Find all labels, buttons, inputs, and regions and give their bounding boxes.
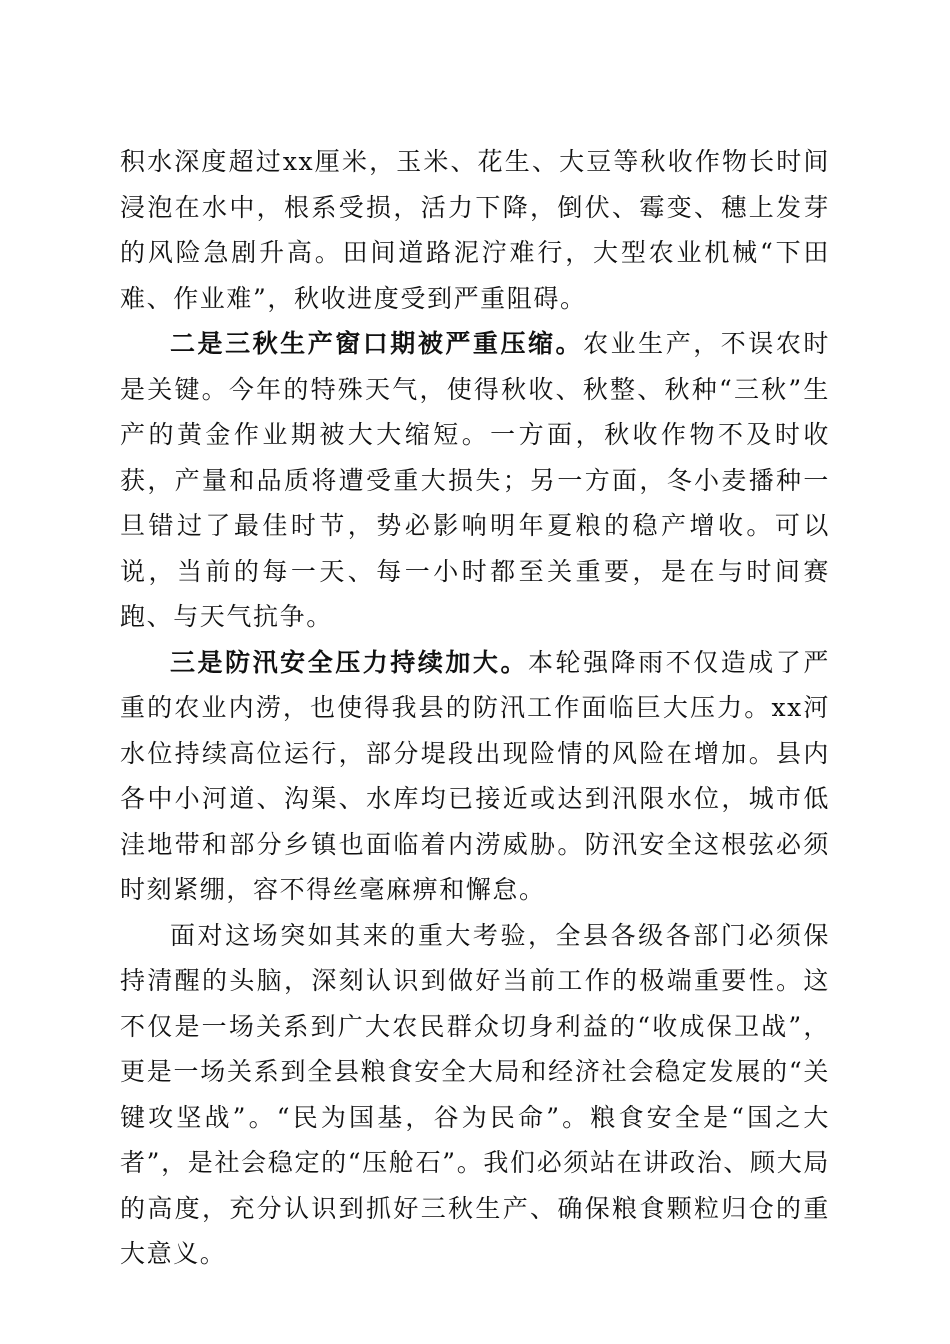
- paragraph-text: 面对这场突如其来的重大考验，全县各级各部门必须保持清醒的头脑，深刻认识到做好当前工作的极端重要性。这不仅是一场关系到广大农民群众切身利益的“收成保卫战”，更是一场关系到全县粮食安全大局和经济社会稳定发展的“关键攻坚战”。“民为国基，谷为民命”。粮食安全是“国之大者”，是社会稳定的“压舱石”。我们必须站在讲政治、顾大局的高度，充分认识到抓好三秋生产、确保粮食颗粒归仓的重大意义。: [120, 920, 830, 1268]
- document-body: [120, 139, 830, 1277]
- paragraph-lead-heading: 二是三秋生产窗口期被严重压缩。: [170, 329, 584, 358]
- paragraph-continued: [120, 139, 830, 321]
- paragraph-conclusion: [120, 913, 830, 1277]
- paragraph-text: 农业生产，不误农时是关键。今年的特殊天气，使得秋收、秋整、秋种“三秋”生产的黄金作业期被大大缩短。一方面，秋收作物不及时收获，产量和品质将遭受重大损失；另一方面，冬小麦播种一旦错过了最佳时节，势必影响明年夏粮的稳产增收。可以说，当前的每一天、每一小时都至关重要，是在与时间赛跑、与天气抗争。: [120, 329, 830, 631]
- paragraph-lead-heading: 三是防汛安全压力持续加大。: [170, 647, 528, 677]
- paragraph-point-three: [120, 640, 830, 913]
- paragraph-text: 积水深度超过xx厘米，玉米、花生、大豆等秋收作物长时间浸泡在水中，根系受损，活力下降，倒伏、霉变、穗上发芽的风险急剧升高。田间道路泥泞难行，大型农业机械“下田难、作业难”，秋收进度受到严重阻碍。: [120, 147, 830, 313]
- paragraph-text: 本轮强降雨不仅造成了严重的农业内涝，也使得我县的防汛工作面临巨大压力。xx河水位持续高位运行，部分堤段出现险情的风险在增加。县内各中小河道、沟渠、水库均已接近或达到汛限水位，城市低洼地带和部分乡镇也面临着内涝威胁。防汛安全这根弦必须时刻紧绷，容不得丝毫麻痹和懈怠。: [120, 647, 830, 904]
- paragraph-point-two: [120, 321, 830, 640]
